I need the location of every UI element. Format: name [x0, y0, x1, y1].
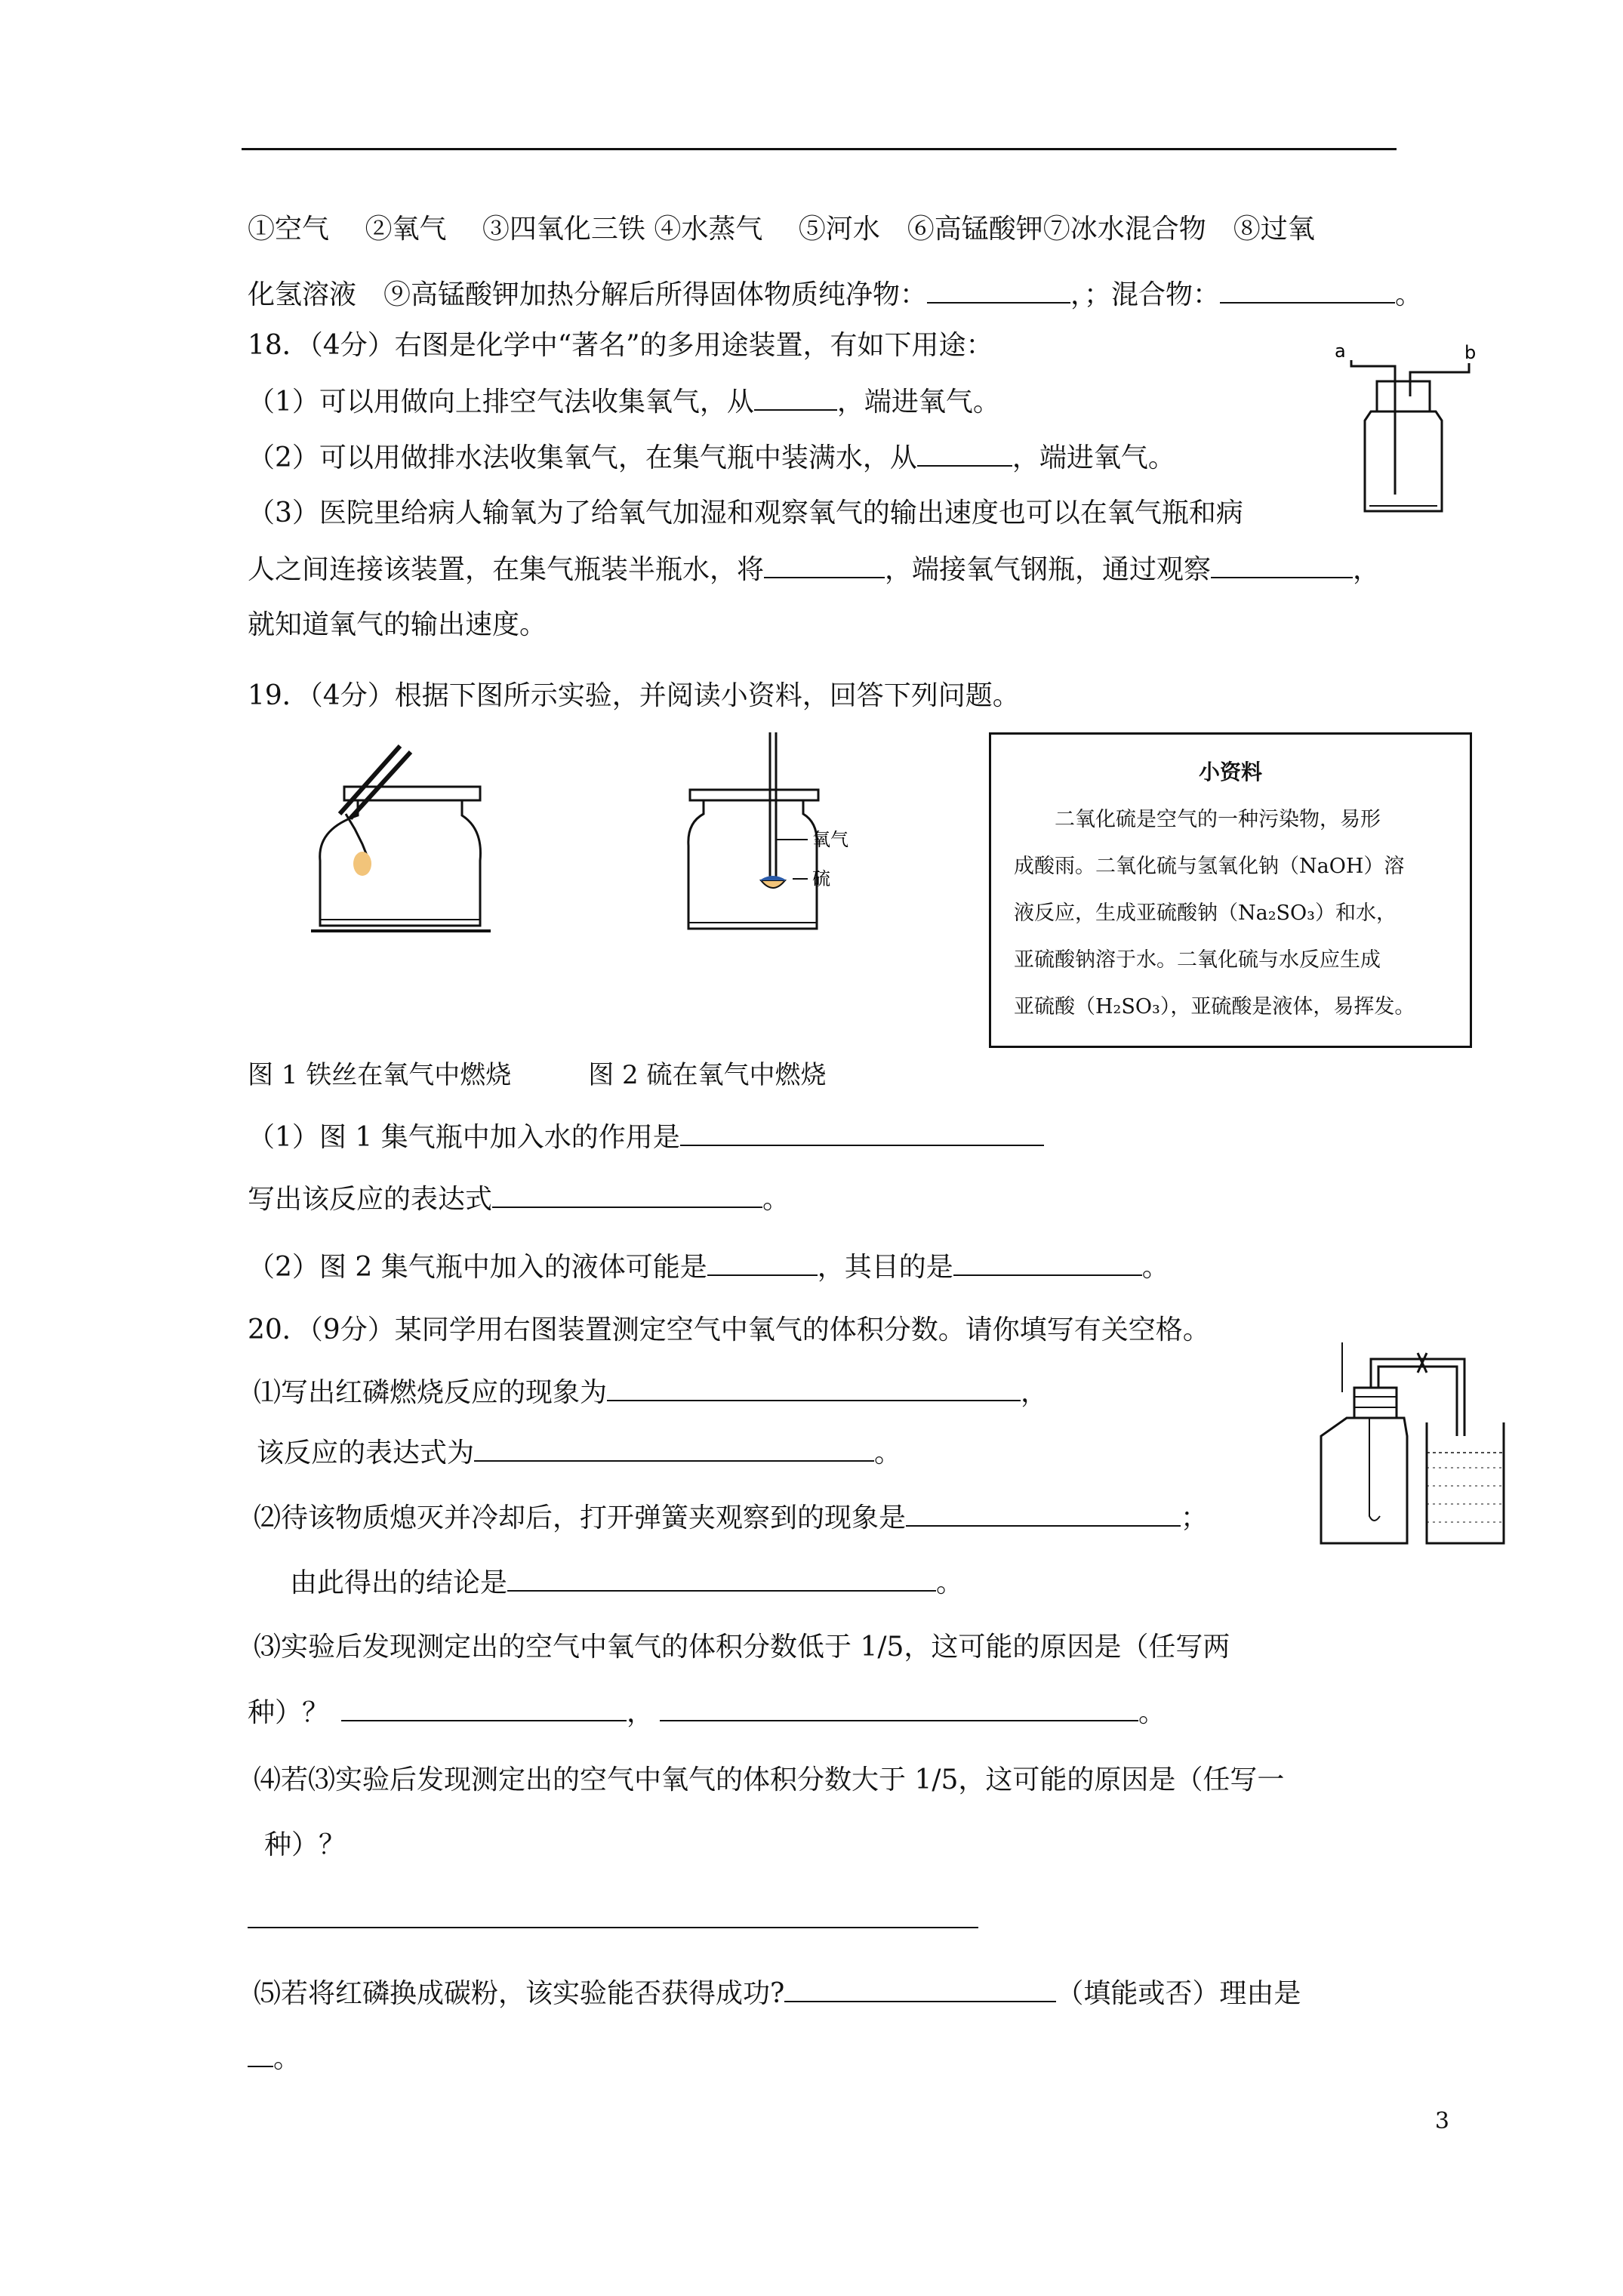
- q20-s1b-text: 该反应的表达式为: [257, 1438, 475, 1469]
- fig-label-b: b: [1464, 342, 1477, 363]
- q20-sub3-line1: ⑶实验后发现测定出的空气中氧气的体积分数低于 1/5，这可能的原因是（任写两: [254, 1632, 1230, 1663]
- q20-equation-blank[interactable]: [474, 1436, 874, 1462]
- info-line-1: 二氧化硫是空气的一种污染物，易形: [1014, 808, 1381, 831]
- sulfur-jar-figure: [679, 725, 906, 936]
- q17-mixture-label: ，；混合物：: [1070, 279, 1221, 310]
- q17-answer-line: [248, 278, 1422, 312]
- q20-reason-blank2[interactable]: [660, 1696, 1138, 1721]
- q18-p3-comma: ，: [1353, 554, 1381, 585]
- q20-reason-blank1[interactable]: [341, 1696, 627, 1721]
- q19-equation-blank[interactable]: [492, 1182, 762, 1208]
- q20-sub2: [254, 1501, 1208, 1535]
- q20-sub1: [254, 1376, 1048, 1410]
- q18-part3-line2: [248, 553, 1380, 587]
- q18-part3-line3: 就知道氧气的输出速度。: [248, 609, 547, 640]
- header-rule: [242, 148, 1397, 150]
- q17-prefix: 化氢溶液 ⑨高锰酸钾加热分解后所得固体物质纯净物：: [248, 279, 928, 310]
- q18-p3-blank2[interactable]: [1211, 553, 1353, 578]
- q20-sub2b: [290, 1566, 963, 1600]
- q20-observation-blank[interactable]: [906, 1501, 1181, 1527]
- q20-s2-text: ⑵待该物质熄灭并冷却后，打开弹簧夹观察到的现象是: [254, 1502, 907, 1533]
- fig-label-a: a: [1335, 341, 1346, 362]
- q18-p1-end: ，端进氧气。: [836, 387, 1000, 418]
- iron-wire-jar-figure: [272, 731, 498, 957]
- q18-p1-blank[interactable]: [754, 385, 837, 411]
- q20-s3-text: 种）？: [248, 1697, 330, 1728]
- q20-sub5: [254, 1977, 1301, 2011]
- q19-p2-mid: ，其目的是: [817, 1252, 953, 1283]
- q19-p2-text: （2）图 2 集气瓶中加入的液体可能是: [248, 1252, 707, 1283]
- info-box: [989, 732, 1472, 1048]
- q18-p1-text: （1）可以用做向上排空气法收集氧气，从: [248, 387, 754, 418]
- info-line-2: 成酸雨。二氧化硫与氢氧化钠（NaOH）溶: [1014, 855, 1405, 878]
- q18-p2-end: ，端进氧气。: [1012, 442, 1175, 473]
- q18-stem: 18．（4分）右图是化学中“著名”的多用途装置，有如下用途：: [248, 330, 993, 361]
- q20-s3-mid: ，: [627, 1697, 654, 1728]
- fig2-oxygen-label: 氧气: [812, 829, 848, 850]
- q19-stem: 19．（4分）根据下图所示实验，并阅读小资料，回答下列问题。: [248, 680, 1020, 711]
- q18-p2-text: （2）可以用做排水法收集氧气，在集气瓶中装满水，从: [248, 442, 917, 473]
- q20-sub4-answer-line[interactable]: [248, 1927, 978, 1928]
- phosphorus-apparatus-figure: [1313, 1338, 1532, 1564]
- q20-sub1b: [257, 1436, 901, 1470]
- mixture-blank[interactable]: [1220, 278, 1395, 304]
- q20-sub4-line2: 种）？: [264, 1829, 346, 1860]
- q18-part1: [248, 385, 1000, 419]
- q20-s1-text: ⑴写出红磷燃烧反应的现象为: [254, 1377, 608, 1408]
- q20-s2b-end: 。: [936, 1567, 964, 1598]
- q20-s5-text: ⑸若将红磷换成碳粉，该实验能否获得成功?: [254, 1978, 785, 2009]
- figure-captions: 图 1 铁丝在氧气中燃烧 图 2 硫在氧气中燃烧: [248, 1060, 827, 1090]
- pure-substance-blank[interactable]: [927, 278, 1070, 304]
- q20-phenomenon-blank[interactable]: [607, 1376, 1021, 1401]
- q19-p2-end: 。: [1141, 1252, 1169, 1283]
- q20-stem: 20．（9分）某同学用右图装置测定空气中氧气的体积分数。请你填写有关空格。: [248, 1314, 1210, 1345]
- q19-part1b: [248, 1182, 790, 1216]
- q20-sub3-line2: [248, 1696, 1166, 1730]
- q20-s2b-text: 由此得出的结论是: [290, 1567, 508, 1598]
- q20-s1b-end: 。: [874, 1438, 902, 1469]
- q18-part3-line1: （3）医院里给病人输氧为了给氧气加湿和观察氧气的输出速度也可以在氧气瓶和病: [248, 498, 1243, 529]
- q20-sub5-end: [248, 2042, 300, 2076]
- q20-success-blank[interactable]: [784, 1977, 1056, 2002]
- q19-p1-text: （1）图 1 集气瓶中加入水的作用是: [248, 1122, 680, 1153]
- info-line-3: 液反应，生成亚硫酸钠（Na₂SO₃）和水，: [1014, 901, 1397, 925]
- q17-options-line: ①空气 ②氧气 ③四氧化三铁 ④水蒸气 ⑤河水 ⑥高锰酸钾⑦冰水混合物 ⑧过氧: [248, 214, 1315, 245]
- q19-p1b-end: 。: [762, 1184, 790, 1215]
- q18-p2-blank[interactable]: [917, 441, 1012, 467]
- q18-p3-mid: ，端接氧气钢瓶，通过观察: [885, 554, 1212, 585]
- q19-part1: [248, 1120, 1044, 1154]
- fig2-sulfur-label: 硫: [812, 868, 830, 889]
- q20-s5-mid: （填能或否）理由是: [1056, 1978, 1301, 2009]
- info-box-title: 小资料: [1198, 760, 1262, 784]
- q19-p1b-text: 写出该反应的表达式: [248, 1184, 493, 1215]
- q19-purpose-blank[interactable]: [953, 1250, 1142, 1276]
- q20-s2-end: ；: [1181, 1502, 1209, 1533]
- page-number: 3: [1434, 2108, 1449, 2134]
- gas-bottle-figure: [1329, 336, 1480, 525]
- q20-reason-blank[interactable]: [248, 2042, 273, 2067]
- q20-s1-end: ，: [1021, 1377, 1049, 1408]
- q18-part2: [248, 441, 1175, 475]
- q19-liquid-blank[interactable]: [707, 1250, 818, 1276]
- info-line-4: 亚硫酸钠溶于水。二氧化硫与水反应生成: [1014, 948, 1381, 972]
- info-line-5: 亚硫酸（H₂SO₃），亚硫酸是液体，易挥发。: [1014, 995, 1415, 1019]
- q18-p3-blank1[interactable]: [764, 553, 885, 578]
- q17-end: 。: [1395, 279, 1423, 310]
- q20-sub4-line1: ⑷若⑶实验后发现测定出的空气中氧气的体积分数大于 1/5，这可能的原因是（任写一: [254, 1764, 1285, 1795]
- q19-p1-blank[interactable]: [680, 1120, 1044, 1146]
- q20-s5-endmark: 。: [273, 2043, 301, 2074]
- q20-conclusion-blank[interactable]: [507, 1566, 936, 1592]
- q20-s3-end: 。: [1138, 1697, 1166, 1728]
- q18-p3-text: 人之间连接该装置，在集气瓶装半瓶水，将: [248, 554, 765, 585]
- q19-part2: [248, 1250, 1169, 1284]
